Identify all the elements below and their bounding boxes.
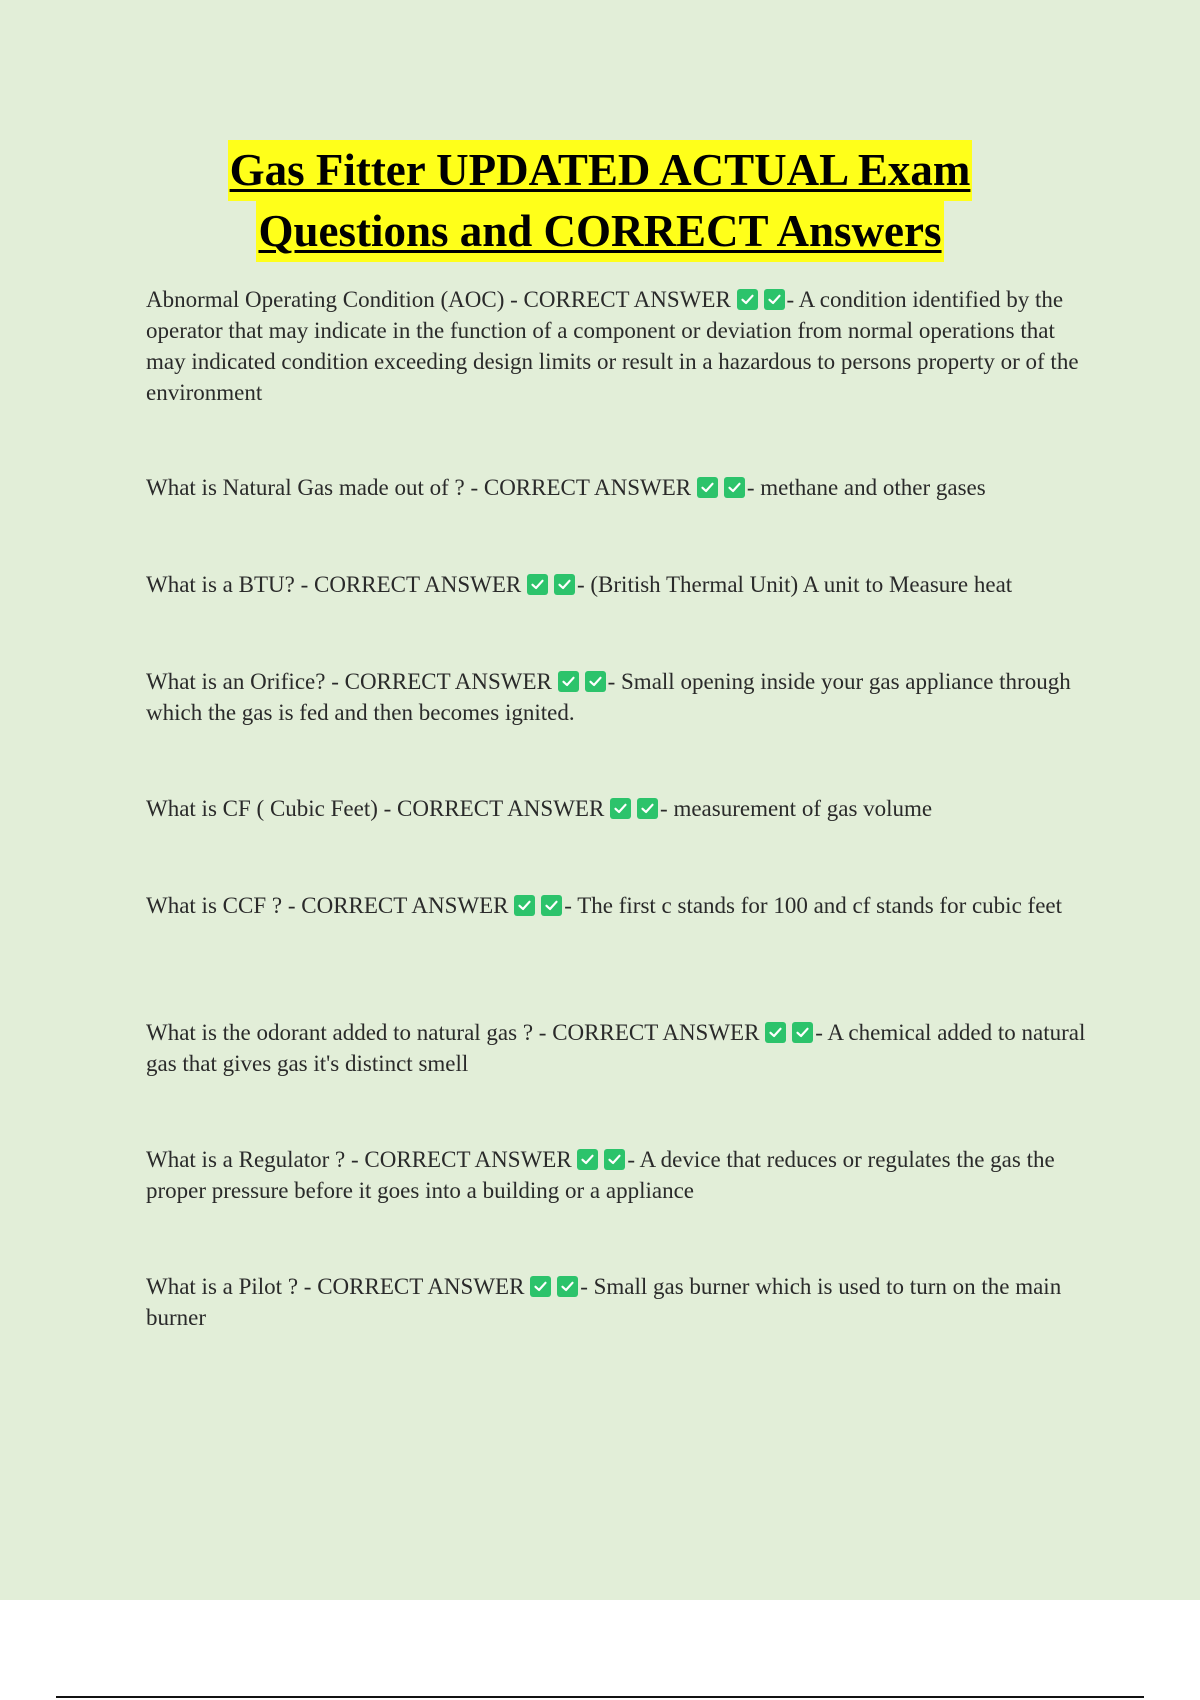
check-mark-icon	[585, 671, 606, 692]
correct-answer-label: CORRECT ANSWER	[523, 287, 731, 312]
answer-text: - A device that reduces or regulates the gas the proper pressure before it goes into a building or a appliance	[146, 1147, 1055, 1203]
footer-divider	[56, 1696, 1144, 1698]
check-mark-icon	[610, 798, 631, 819]
answer-text: - The first c stands for 100 and cf stands for cubic feet	[564, 893, 1062, 918]
answer-text: - Small opening inside your gas appliance through which the gas is fed and then becomes ignited.	[146, 669, 1071, 725]
check-mark-icon	[724, 477, 745, 498]
question-text: What is the odorant added to natural gas ? -	[146, 1020, 553, 1045]
check-mark-icon	[577, 1149, 598, 1170]
check-mark-icon	[554, 574, 575, 595]
correct-answer-label: CORRECT ANSWER	[344, 669, 552, 694]
answer-text: - A chemical added to natural gas that gives gas it's distinct smell	[146, 1020, 1086, 1076]
question-text: What is CCF ? -	[146, 893, 302, 918]
title-line-1: Gas Fitter UPDATED ACTUAL Exam	[228, 140, 973, 201]
correct-answer-label: CORRECT ANSWER	[397, 796, 605, 821]
qa-item	[146, 1017, 1096, 1079]
check-mark-icon	[527, 574, 548, 595]
answer-text: - Small gas burner which is used to turn on the main burner	[146, 1274, 1062, 1330]
answer-text: - (British Thermal Unit) A unit to Measure heat	[576, 572, 1013, 597]
correct-answer-label: CORRECT ANSWER	[364, 1147, 572, 1172]
question-text: What is CF ( Cubic Feet) -	[146, 796, 398, 821]
check-mark-icon	[514, 895, 535, 916]
qa-item	[146, 890, 1096, 921]
title-line-2: Questions and CORRECT Answers	[256, 201, 943, 262]
check-mark-icon	[637, 798, 658, 819]
document-title	[0, 140, 1200, 262]
correct-answer-label: CORRECT ANSWER	[483, 475, 692, 500]
qa-item	[146, 284, 1096, 408]
answer-text: - measurement of gas volume	[660, 796, 933, 821]
qa-item	[146, 472, 1096, 503]
check-mark-icon	[558, 671, 579, 692]
qa-item	[146, 569, 1096, 600]
check-mark-icon	[765, 1022, 786, 1043]
question-text: What is a Pilot ? -	[146, 1274, 318, 1299]
check-mark-icon	[530, 1276, 551, 1297]
correct-answer-label: CORRECT ANSWER	[552, 1020, 760, 1045]
answer-text: - A condition identified by the operator that may indicate in the function of a component or deviation from normal operations that may indicated condition exceeding design limits or result in a hazardous to persons property or of the environment	[146, 287, 1079, 405]
qa-item	[146, 1144, 1096, 1206]
correct-answer-label: CORRECT ANSWER	[313, 572, 522, 597]
qa-item	[146, 1271, 1096, 1333]
question-text: What is an Orifice? -	[146, 669, 345, 694]
question-text: Abnormal Operating Condition (AOC) -	[146, 287, 524, 312]
question-text: What is a BTU? -	[146, 572, 314, 597]
correct-answer-label: CORRECT ANSWER	[301, 893, 509, 918]
check-mark-icon	[604, 1149, 625, 1170]
check-mark-icon	[697, 477, 718, 498]
question-text: What is a Regulator ? -	[146, 1147, 365, 1172]
check-mark-icon	[792, 1022, 813, 1043]
qa-item	[146, 666, 1096, 728]
question-text: What is Natural Gas made out of ? -	[146, 475, 484, 500]
answer-text: - methane and other gases	[746, 475, 986, 500]
check-mark-icon	[764, 289, 785, 310]
check-mark-icon	[541, 895, 562, 916]
check-mark-icon	[737, 289, 758, 310]
check-mark-icon	[557, 1276, 578, 1297]
correct-answer-label: CORRECT ANSWER	[317, 1274, 525, 1299]
qa-item	[146, 793, 1096, 824]
